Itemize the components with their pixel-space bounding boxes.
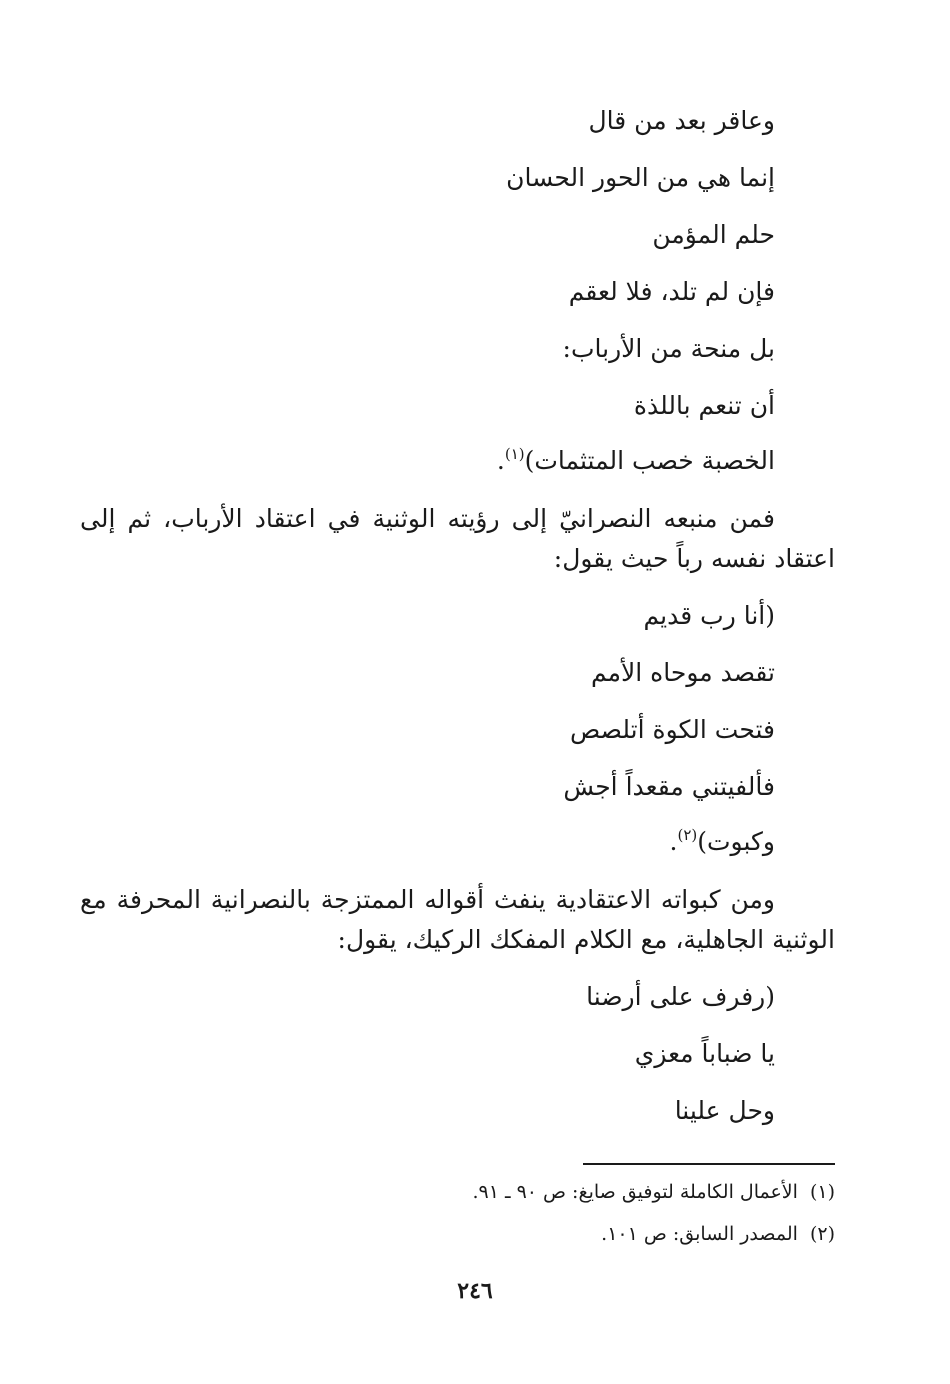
footnote-text: المصدر السابق: ص ١٠١. — [601, 1223, 798, 1245]
paragraph-line: فمن منبعه النصرانيّ إلى رؤيته الوثنية في اعتقاد الأرباب، ثم إلى — [80, 504, 775, 533]
verse-text: وكبوت) — [697, 827, 775, 856]
verse-line: أن تنعم باللذة — [633, 391, 775, 420]
period: . — [669, 827, 678, 856]
verse-line: وعاقر بعد من قال — [588, 106, 775, 135]
verse-line: تقصد موحاه الأمم — [590, 658, 775, 687]
footnote-separator — [583, 1163, 835, 1165]
verse-line-with-note — [670, 825, 775, 859]
footnote-marker: (٢) — [809, 1223, 835, 1245]
page-number: ٢٤٦ — [457, 1278, 493, 1304]
footnote-2 — [601, 1220, 835, 1248]
footnote-ref-2: (٢) — [677, 826, 698, 844]
verse-line: (رفرف على أرضنا — [586, 982, 775, 1011]
verse-line: وحل علينا — [674, 1096, 775, 1125]
footnote-ref-1: (١) — [504, 445, 525, 463]
period: . — [496, 446, 505, 475]
verse-line: حلم المؤمن — [652, 220, 775, 249]
verse-text: الخصبة خصب المتثمات) — [524, 446, 775, 475]
verse-line: بل منحة من الأرباب: — [562, 334, 775, 363]
footnote-text: الأعمال الكاملة لتوفيق صايغ: ص ٩٠ ـ ٩١. — [472, 1181, 798, 1203]
verse-line: فإن لم تلد، فلا لعقم — [568, 277, 775, 306]
paragraph-line: الوثنية الجاهلية، مع الكلام المفكك الركيك، يقول: — [337, 925, 835, 954]
verse-line: (أنا رب قديم — [643, 601, 775, 630]
paragraph-line: ومن كبواته الاعتقادية ينفث أقواله الممتزجة بالنصرانية المحرفة مع — [80, 885, 775, 914]
footnote-1 — [472, 1178, 835, 1206]
verse-line: فألفيتني مقعداً أجش — [563, 772, 775, 801]
footnote-marker: (١) — [809, 1181, 835, 1203]
verse-line: إنما هي من الحور الحسان — [506, 163, 775, 192]
verse-line: يا ضباباً معزي — [634, 1039, 775, 1068]
verse-line-with-note — [497, 444, 775, 478]
verse-line: فتحت الكوة أتلصص — [570, 715, 775, 744]
paragraph-line: اعتقاد نفسه رباً حيث يقول: — [553, 544, 835, 573]
